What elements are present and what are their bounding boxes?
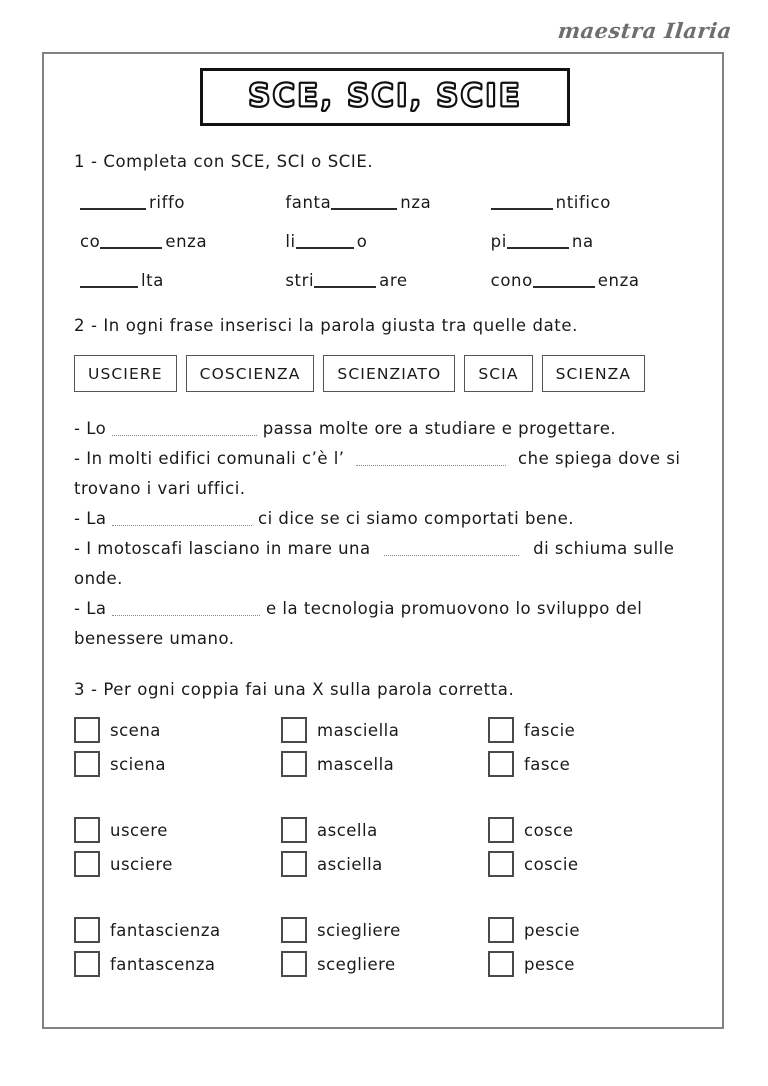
sentence-part-2: di schiuma sulle onde. xyxy=(74,539,675,588)
checkbox[interactable] xyxy=(281,851,307,877)
exercise-2-instruction: 2 - In ogni frase inserisci la parola giusta tra quelle date. xyxy=(74,316,578,335)
item-suffix: nza xyxy=(400,193,432,212)
item-prefix: fanta xyxy=(285,193,332,212)
pair-option[interactable] xyxy=(488,751,695,777)
pair-option[interactable] xyxy=(488,917,695,943)
pair-column xyxy=(74,917,281,985)
pair-option-label: sciegliere xyxy=(317,920,401,940)
exercise-1-item xyxy=(491,271,696,290)
pair-option[interactable] xyxy=(281,751,488,777)
pair-option[interactable] xyxy=(488,851,695,877)
pair-option[interactable] xyxy=(74,917,281,943)
worksheet-content xyxy=(74,66,696,1017)
pair-option[interactable] xyxy=(281,817,488,843)
fill-blank[interactable] xyxy=(112,511,252,526)
checkbox[interactable] xyxy=(74,817,100,843)
checkbox[interactable] xyxy=(281,917,307,943)
pair-option-label: scena xyxy=(110,720,161,740)
pair-option[interactable] xyxy=(74,717,281,743)
fill-blank[interactable] xyxy=(384,541,519,556)
exercise-1-item xyxy=(285,193,490,212)
exercise-1-instruction: 1 - Completa con SCE, SCI o SCIE. xyxy=(74,152,374,171)
fill-blank[interactable] xyxy=(331,195,397,210)
sentence-part-2: e la tecnologia promuovono lo sviluppo del benessere umano. xyxy=(74,599,643,648)
pair-option-label: sciena xyxy=(110,754,166,774)
pair-column xyxy=(488,817,695,885)
item-suffix: enza xyxy=(165,232,208,251)
pair-option-label: fasce xyxy=(524,754,571,774)
page-title: SCE, SCI, SCIE xyxy=(248,78,522,114)
word-bank xyxy=(74,355,696,392)
pair-option-label: pescie xyxy=(524,920,581,940)
exercise-1-item xyxy=(491,193,696,212)
pair-option-label: pesce xyxy=(524,954,575,974)
sentence-part-1: - La xyxy=(74,599,113,618)
pair-option-label: masciella xyxy=(317,720,400,740)
checkbox[interactable] xyxy=(488,717,514,743)
pair-column xyxy=(488,717,695,785)
checkbox[interactable] xyxy=(74,717,100,743)
item-suffix: lta xyxy=(141,271,164,290)
title-box xyxy=(200,68,570,126)
word-bank-option[interactable]: USCIERE xyxy=(74,355,177,392)
pair-option-label: scegliere xyxy=(317,954,396,974)
checkbox[interactable] xyxy=(74,751,100,777)
pair-column xyxy=(281,817,488,885)
exercise-1-row xyxy=(74,193,696,212)
item-suffix: enza xyxy=(597,271,640,290)
pair-option-label: ascella xyxy=(317,820,378,840)
pair-option-label: mascella xyxy=(317,754,395,774)
pair-column xyxy=(74,717,281,785)
checkbox[interactable] xyxy=(281,817,307,843)
pair-option-label: fantascienza xyxy=(110,920,221,940)
item-suffix: o xyxy=(356,232,368,251)
pair-group xyxy=(74,817,696,885)
pair-option[interactable] xyxy=(488,817,695,843)
pair-option[interactable] xyxy=(281,951,488,977)
checkbox[interactable] xyxy=(488,917,514,943)
fill-blank[interactable] xyxy=(296,234,354,249)
pair-group xyxy=(74,917,696,985)
exercise-1-item xyxy=(74,232,285,251)
pair-option[interactable] xyxy=(74,951,281,977)
sentence-part-1: - Lo xyxy=(74,419,112,438)
fill-blank[interactable] xyxy=(491,195,553,210)
pair-column xyxy=(488,917,695,985)
pair-option-label: fantascenza xyxy=(110,954,216,974)
word-bank-option[interactable]: SCIENZIATO xyxy=(323,355,455,392)
fill-blank[interactable] xyxy=(533,273,595,288)
item-suffix: are xyxy=(379,271,408,290)
checkbox[interactable] xyxy=(281,951,307,977)
pair-option-label: cosce xyxy=(524,820,574,840)
fill-blank[interactable] xyxy=(507,234,569,249)
fill-blank[interactable] xyxy=(314,273,376,288)
sentence-item xyxy=(74,534,696,594)
pair-option[interactable] xyxy=(281,717,488,743)
item-suffix: riffo xyxy=(149,193,186,212)
checkbox[interactable] xyxy=(488,817,514,843)
brand-logo: maestra Ilaria xyxy=(556,18,734,43)
exercise-1-row xyxy=(74,271,696,290)
sentence-item xyxy=(74,594,696,654)
word-bank-option[interactable]: SCIA xyxy=(464,355,532,392)
item-prefix: li xyxy=(285,232,296,251)
exercise-3-groups xyxy=(74,717,696,985)
sentence-part-1: - La xyxy=(74,509,113,528)
sentence-part-2: passa molte ore a studiare e progettare. xyxy=(256,419,617,438)
fill-blank[interactable] xyxy=(100,234,162,249)
sentence-item xyxy=(74,504,696,534)
fill-blank[interactable] xyxy=(112,601,260,616)
pair-option[interactable] xyxy=(74,851,281,877)
pair-column xyxy=(281,917,488,985)
fill-blank[interactable] xyxy=(80,273,138,288)
pair-option[interactable] xyxy=(74,751,281,777)
word-bank-option[interactable]: SCIENZA xyxy=(542,355,646,392)
exercise-1-item xyxy=(74,193,285,212)
pair-option[interactable] xyxy=(281,851,488,877)
checkbox[interactable] xyxy=(74,951,100,977)
pair-option-label: usciere xyxy=(110,854,173,874)
exercise-1-item xyxy=(285,271,490,290)
sentence-item xyxy=(74,414,696,444)
pair-option[interactable] xyxy=(488,951,695,977)
exercise-1-item xyxy=(285,232,490,251)
pair-option[interactable] xyxy=(74,817,281,843)
worksheet-page xyxy=(42,52,724,1029)
exercise-1-items xyxy=(74,193,696,290)
checkbox[interactable] xyxy=(74,917,100,943)
pair-option-label: uscere xyxy=(110,820,168,840)
exercise-1-row xyxy=(74,232,696,251)
sentence-part-2: ci dice se ci siamo comportati bene. xyxy=(252,509,574,528)
item-suffix: ntifico xyxy=(555,193,611,212)
item-prefix: cono xyxy=(490,271,533,290)
checkbox[interactable] xyxy=(281,717,307,743)
checkbox[interactable] xyxy=(488,851,514,877)
pair-option-label: coscie xyxy=(524,854,579,874)
exercise-1-item xyxy=(74,271,285,290)
pair-option[interactable] xyxy=(281,917,488,943)
pair-column xyxy=(74,817,281,885)
word-bank-option[interactable]: COSCIENZA xyxy=(186,355,315,392)
pair-option[interactable] xyxy=(488,717,695,743)
sentence-part-1: - In molti edifici comunali c’è l’ xyxy=(74,449,351,468)
fill-blank[interactable] xyxy=(356,451,506,466)
pair-column xyxy=(281,717,488,785)
exercise-3-instruction: 3 - Per ogni coppia fai una X sulla parola corretta. xyxy=(74,680,515,699)
fill-blank[interactable] xyxy=(112,421,257,436)
item-prefix: co xyxy=(80,232,101,251)
exercise-2-sentences xyxy=(74,414,696,654)
checkbox[interactable] xyxy=(74,851,100,877)
item-prefix: stri xyxy=(285,271,315,290)
fill-blank[interactable] xyxy=(80,195,146,210)
pair-option-label: asciella xyxy=(317,854,383,874)
sentence-item xyxy=(74,444,696,504)
pair-option-label: fascie xyxy=(524,720,576,740)
item-suffix: na xyxy=(571,232,594,251)
exercise-1-item xyxy=(491,232,696,251)
sentence-part-2: che spiega dove si trovano i vari uffici. xyxy=(74,449,681,498)
checkbox[interactable] xyxy=(281,751,307,777)
checkbox[interactable] xyxy=(488,951,514,977)
item-prefix: pi xyxy=(490,232,507,251)
sentence-part-1: - I motoscafi lasciano in mare una xyxy=(74,539,377,558)
pair-group xyxy=(74,717,696,785)
checkbox[interactable] xyxy=(488,751,514,777)
